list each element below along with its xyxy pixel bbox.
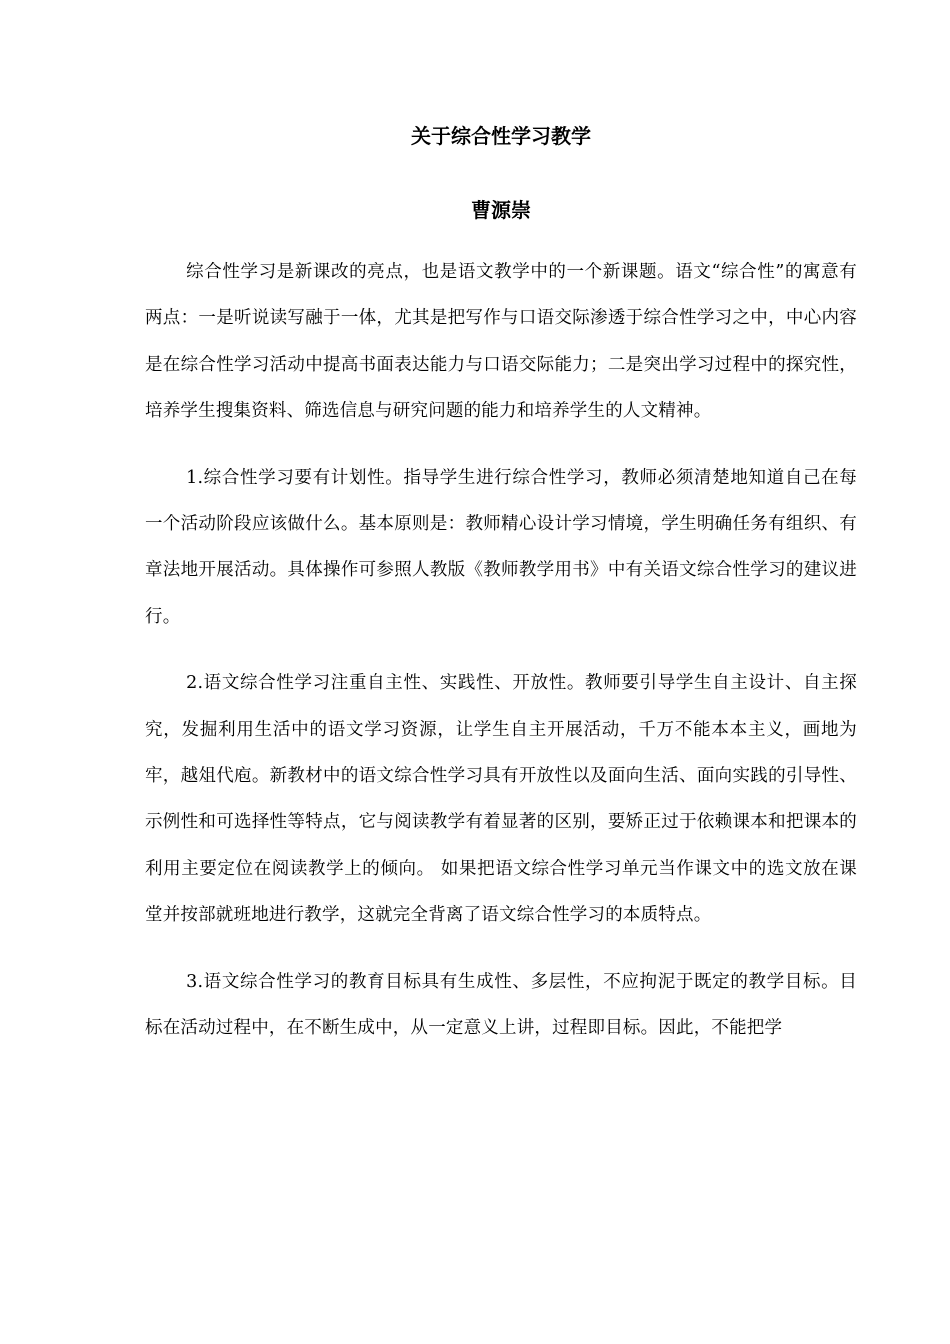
document-author: 曹源崇 bbox=[471, 198, 531, 222]
point-3-paragraph: 3.语文综合性学习的教育目标具有生成性、多层性，不应拘泥于既定的教学目标。目标在活动过程中，在不断生成中，从一定意义上讲，过程即目标。因此，不能把学 bbox=[145, 971, 857, 1039]
intro-paragraph: 综合性学习是新课改的亮点，也是语文教学中的一个新课题。语文“综合性”的寓意有两点：一是听说读写融于一体，尤其是把写作与口语交际渗透于综合性学习之中，中心内容是在综合性学习活动中提高书面表达能力与口语交际能力；二是突出学习过程中的探究性，培养学生搜集资料、筛选信息与研究问题的能力和培养学生的人文精神。 bbox=[145, 262, 857, 422]
document-body bbox=[145, 118, 857, 1052]
document-title: 关于综合性学习教学 bbox=[411, 124, 591, 148]
point-2-paragraph: 2.语文综合性学习注重自主性、实践性、开放性。教师要引导学生自主设计、自主探究，发掘利用生活中的语文学习资源，让学生自主开展活动，千万不能本本主义，画地为牢，越俎代庖。新教材中的语文综合性学习具有开放性以及面向生活、面向实践的引导性、示例性和可选择性等特点，它与阅读教学有着显著的区别，要矫正过于依赖课本和把课本的利用主要定位在阅读教学上的倾向。 如果把语文综合性学习单元当作课文中的选文放在课堂并按部就班地进行教学，这就完全背离了语文综合性学习的本质特点。 bbox=[145, 673, 857, 926]
point-1-paragraph: 1.综合性学习要有计划性。指导学生进行综合性学习，教师必须清楚地知道自己在每一个活动阶段应该做什么。基本原则是：教师精心设计学习情境，学生明确任务有组织、有章法地开展活动。具体操作可参照人教版《教师教学用书》中有关语文综合性学习的建议进行。 bbox=[145, 467, 857, 627]
